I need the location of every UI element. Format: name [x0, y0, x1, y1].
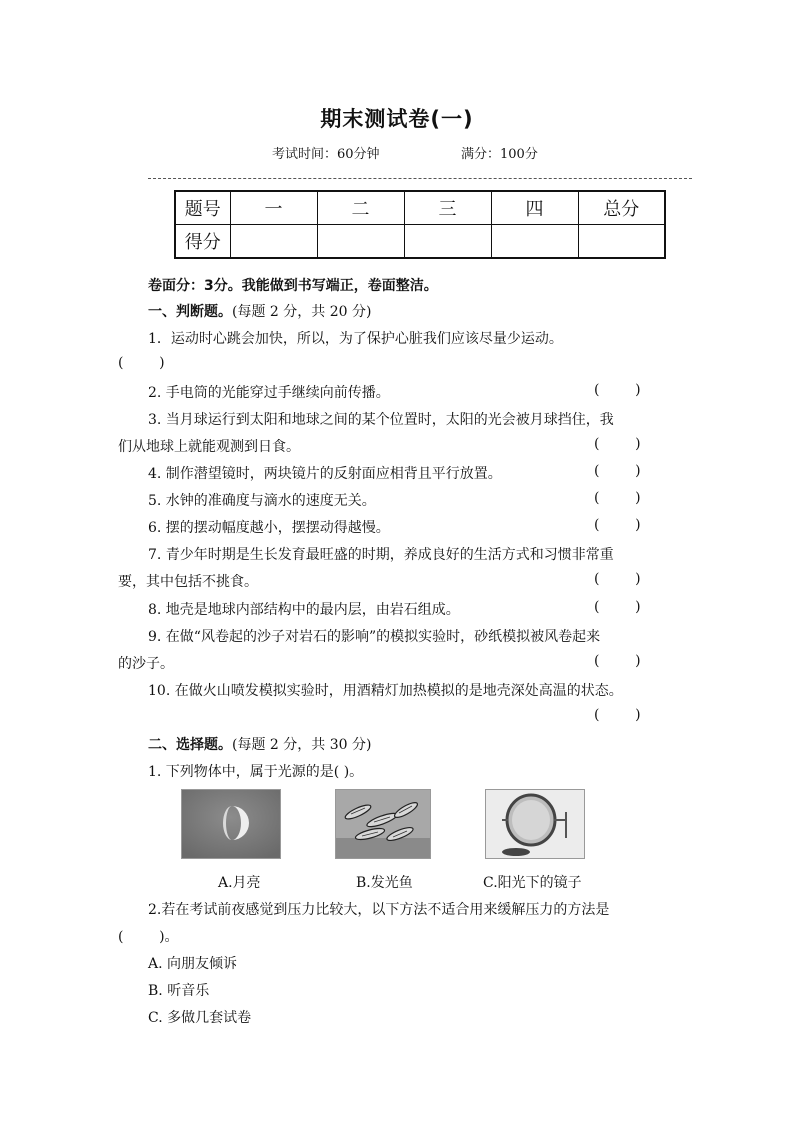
option-a-caption: A.月亮	[218, 875, 261, 891]
moon-image	[181, 789, 281, 859]
choice-2-option-a: A. 向朋友倾诉	[148, 956, 238, 972]
question-8-text: 8. 地壳是地球内部结构中的最内层，由岩石组成。	[148, 602, 460, 618]
section-1-note: (每题 2 分，共 20 分)	[232, 304, 372, 320]
choice-2-answer-blank[interactable]: ( )。	[118, 929, 179, 945]
question-2-answer-blank[interactable]: ( )	[594, 382, 641, 398]
section-1-heading	[148, 301, 371, 321]
exam-time: 考试时间：60分钟	[272, 147, 380, 162]
option-c-caption: C.阳光下的镜子	[483, 875, 582, 891]
question-7-text-line-2: 要，其中包括不挑食。	[118, 574, 258, 590]
page-title: 期末测试卷(一)	[320, 107, 474, 131]
score-input-cell[interactable]	[317, 225, 404, 259]
question-3-text-line-1: 3. 当月球运行到太阳和地球之间的某个位置时，太阳的光会被月球挡住，我	[148, 412, 614, 428]
question-5-text: 5. 水钟的准确度与滴水的速度无关。	[148, 493, 376, 509]
section-2-heading	[148, 734, 371, 754]
choice-2-text-line-1: 2.若在考试前夜感觉到压力比较大，以下方法不适合用来缓解压力的方法是	[148, 902, 610, 918]
score-input-cell[interactable]	[578, 225, 665, 259]
section-2-title: 二、选择题。	[148, 737, 232, 753]
score-table-header-row	[175, 191, 665, 225]
question-9-text-line-1: 9. 在做“风卷起的沙子对岩石的影响”的模拟实验时，砂纸模拟被风卷起来	[148, 629, 601, 645]
question-10-text: 10. 在做火山喷发模拟实验时，用酒精灯加热模拟的是地壳深处高温的状态。	[148, 683, 623, 699]
score-input-cell[interactable]	[230, 225, 317, 259]
score-table	[174, 190, 666, 259]
score-table-score-row	[175, 225, 665, 259]
full-score: 满分：100分	[461, 147, 538, 162]
section-1-title: 一、判断题。	[148, 304, 232, 320]
mirror-image	[485, 789, 585, 859]
question-6-text: 6. 摆的摆动幅度越小，摆摆动得越慢。	[148, 520, 390, 536]
score-header-cell: 一	[230, 191, 317, 225]
glowing-fish-image	[335, 789, 431, 859]
score-input-cell[interactable]	[491, 225, 578, 259]
score-row-label: 得分	[175, 225, 230, 259]
choice-1-text: 1. 下列物体中，属于光源的是( )。	[148, 764, 364, 780]
question-3-answer-blank[interactable]: ( )	[594, 436, 641, 452]
score-header-cell: 二	[317, 191, 404, 225]
question-8-answer-blank[interactable]: ( )	[594, 599, 641, 615]
question-7-answer-blank[interactable]: ( )	[594, 571, 641, 587]
question-10-answer-blank[interactable]: ( )	[594, 707, 641, 723]
option-b-caption: B.发光鱼	[356, 875, 413, 891]
score-header-cell: 总分	[578, 191, 665, 225]
question-5-answer-blank[interactable]: ( )	[594, 490, 641, 506]
question-2-text: 2. 手电筒的光能穿过手继续向前传播。	[148, 385, 390, 401]
question-1-text: 1．运动时心跳会加快，所以，为了保护心脏我们应该尽量少运动。	[148, 331, 563, 347]
score-input-cell[interactable]	[404, 225, 491, 259]
question-1-answer-blank[interactable]: ( )	[118, 355, 165, 371]
choice-2-option-c: C. 多做几套试卷	[148, 1010, 252, 1026]
fish-icon	[336, 790, 430, 858]
question-9-text-line-2: 的沙子。	[118, 656, 174, 672]
neat-score-line: 卷面分：3分。我能做到书写端正，卷面整洁。	[148, 278, 438, 294]
score-header-cell: 四	[491, 191, 578, 225]
dashed-divider	[148, 178, 692, 179]
question-9-answer-blank[interactable]: ( )	[594, 653, 641, 669]
score-header-cell: 题号	[175, 191, 230, 225]
question-7-text-line-1: 7. 青少年时期是生长发育最旺盛的时期，养成良好的生活方式和习惯非常重	[148, 547, 614, 563]
moon-icon	[182, 790, 280, 858]
choice-2-option-b: B. 听音乐	[148, 983, 210, 999]
section-2-note: (每题 2 分，共 30 分)	[232, 737, 372, 753]
question-6-answer-blank[interactable]: ( )	[594, 517, 641, 533]
score-header-cell: 三	[404, 191, 491, 225]
question-4-answer-blank[interactable]: ( )	[594, 463, 641, 479]
mirror-icon	[486, 790, 584, 858]
question-4-text: 4. 制作潜望镜时，两块镜片的反射面应相背且平行放置。	[148, 466, 502, 482]
question-3-text-line-2: 们从地球上就能观测到日食。	[118, 439, 300, 455]
